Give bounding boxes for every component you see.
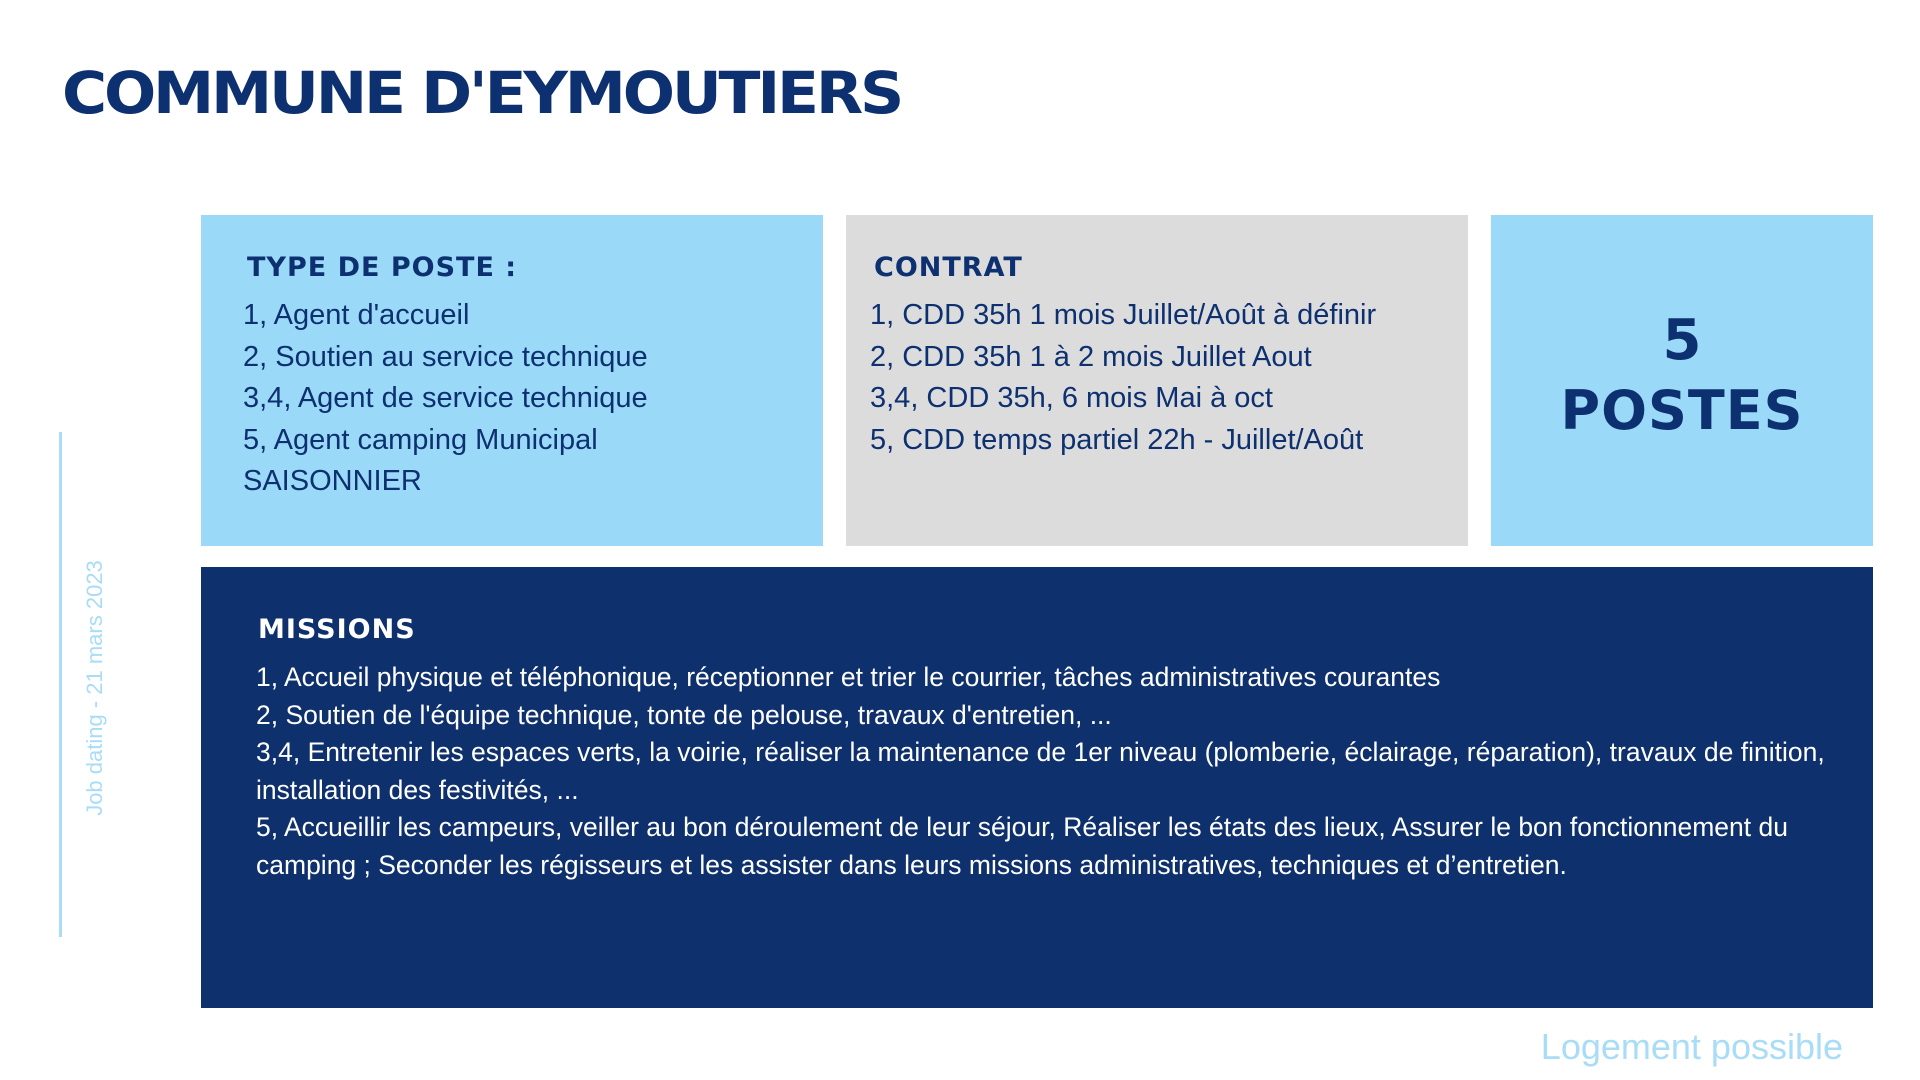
housing-note: Logement possible (1540, 1026, 1843, 1067)
mission-line: 1, Accueil physique et téléphonique, réceptionner et trier le courrier, tâches administratives courantes (256, 662, 1441, 692)
postes-count-panel (1491, 215, 1873, 546)
type-poste-line: SAISONNIER (243, 465, 422, 497)
event-date-label: Job dating - 21 mars 2023 (82, 560, 107, 816)
contrat-heading: CONTRAT (874, 252, 1023, 283)
postes-count-label: POSTES (1560, 378, 1804, 442)
contrat-line: 3,4, CDD 35h, 6 mois Mai à oct (870, 382, 1273, 414)
type-poste-panel (201, 215, 823, 546)
missions-heading: MISSIONS (258, 614, 416, 645)
postes-count-number: 5 (1662, 307, 1702, 373)
page-title: COMMUNE D'EYMOUTIERS (62, 59, 902, 127)
contrat-line: 5, CDD temps partiel 22h - Juillet/Août (870, 423, 1364, 456)
type-poste-line: 5, Agent camping Municipal (243, 423, 598, 456)
type-poste-heading: TYPE DE POSTE : (247, 252, 518, 283)
type-poste-line: 1, Agent d'accueil (243, 299, 470, 331)
type-poste-line: 2, Soutien au service technique (243, 340, 648, 373)
contrat-line: 1, CDD 35h 1 mois Juillet/Août à définir (870, 299, 1377, 331)
side-accent-line (59, 432, 62, 937)
mission-line: 5, Accueillir les campeurs, veiller au bon déroulement de leur séjour, Réaliser les états des lieux, Assurer le bon fonctionnement du camping ; Seconder les régisseurs et les assister dans leurs missions administratives, techniques et d’entretien. (256, 812, 1788, 880)
missions-panel (201, 567, 1873, 1008)
contrat-line: 2, CDD 35h 1 à 2 mois Juillet Aout (870, 340, 1312, 373)
mission-line: 2, Soutien de l'équipe technique, tonte de pelouse, travaux d'entretien, ... (256, 699, 1112, 730)
type-poste-line: 3,4, Agent de service technique (243, 382, 648, 414)
mission-line: 3,4, Entretenir les espaces verts, la voirie, réaliser la maintenance de 1er niveau (plomberie, éclairage, réparation), travaux de finition, installation des festivités, ... (256, 737, 1825, 805)
contrat-panel (846, 215, 1468, 546)
